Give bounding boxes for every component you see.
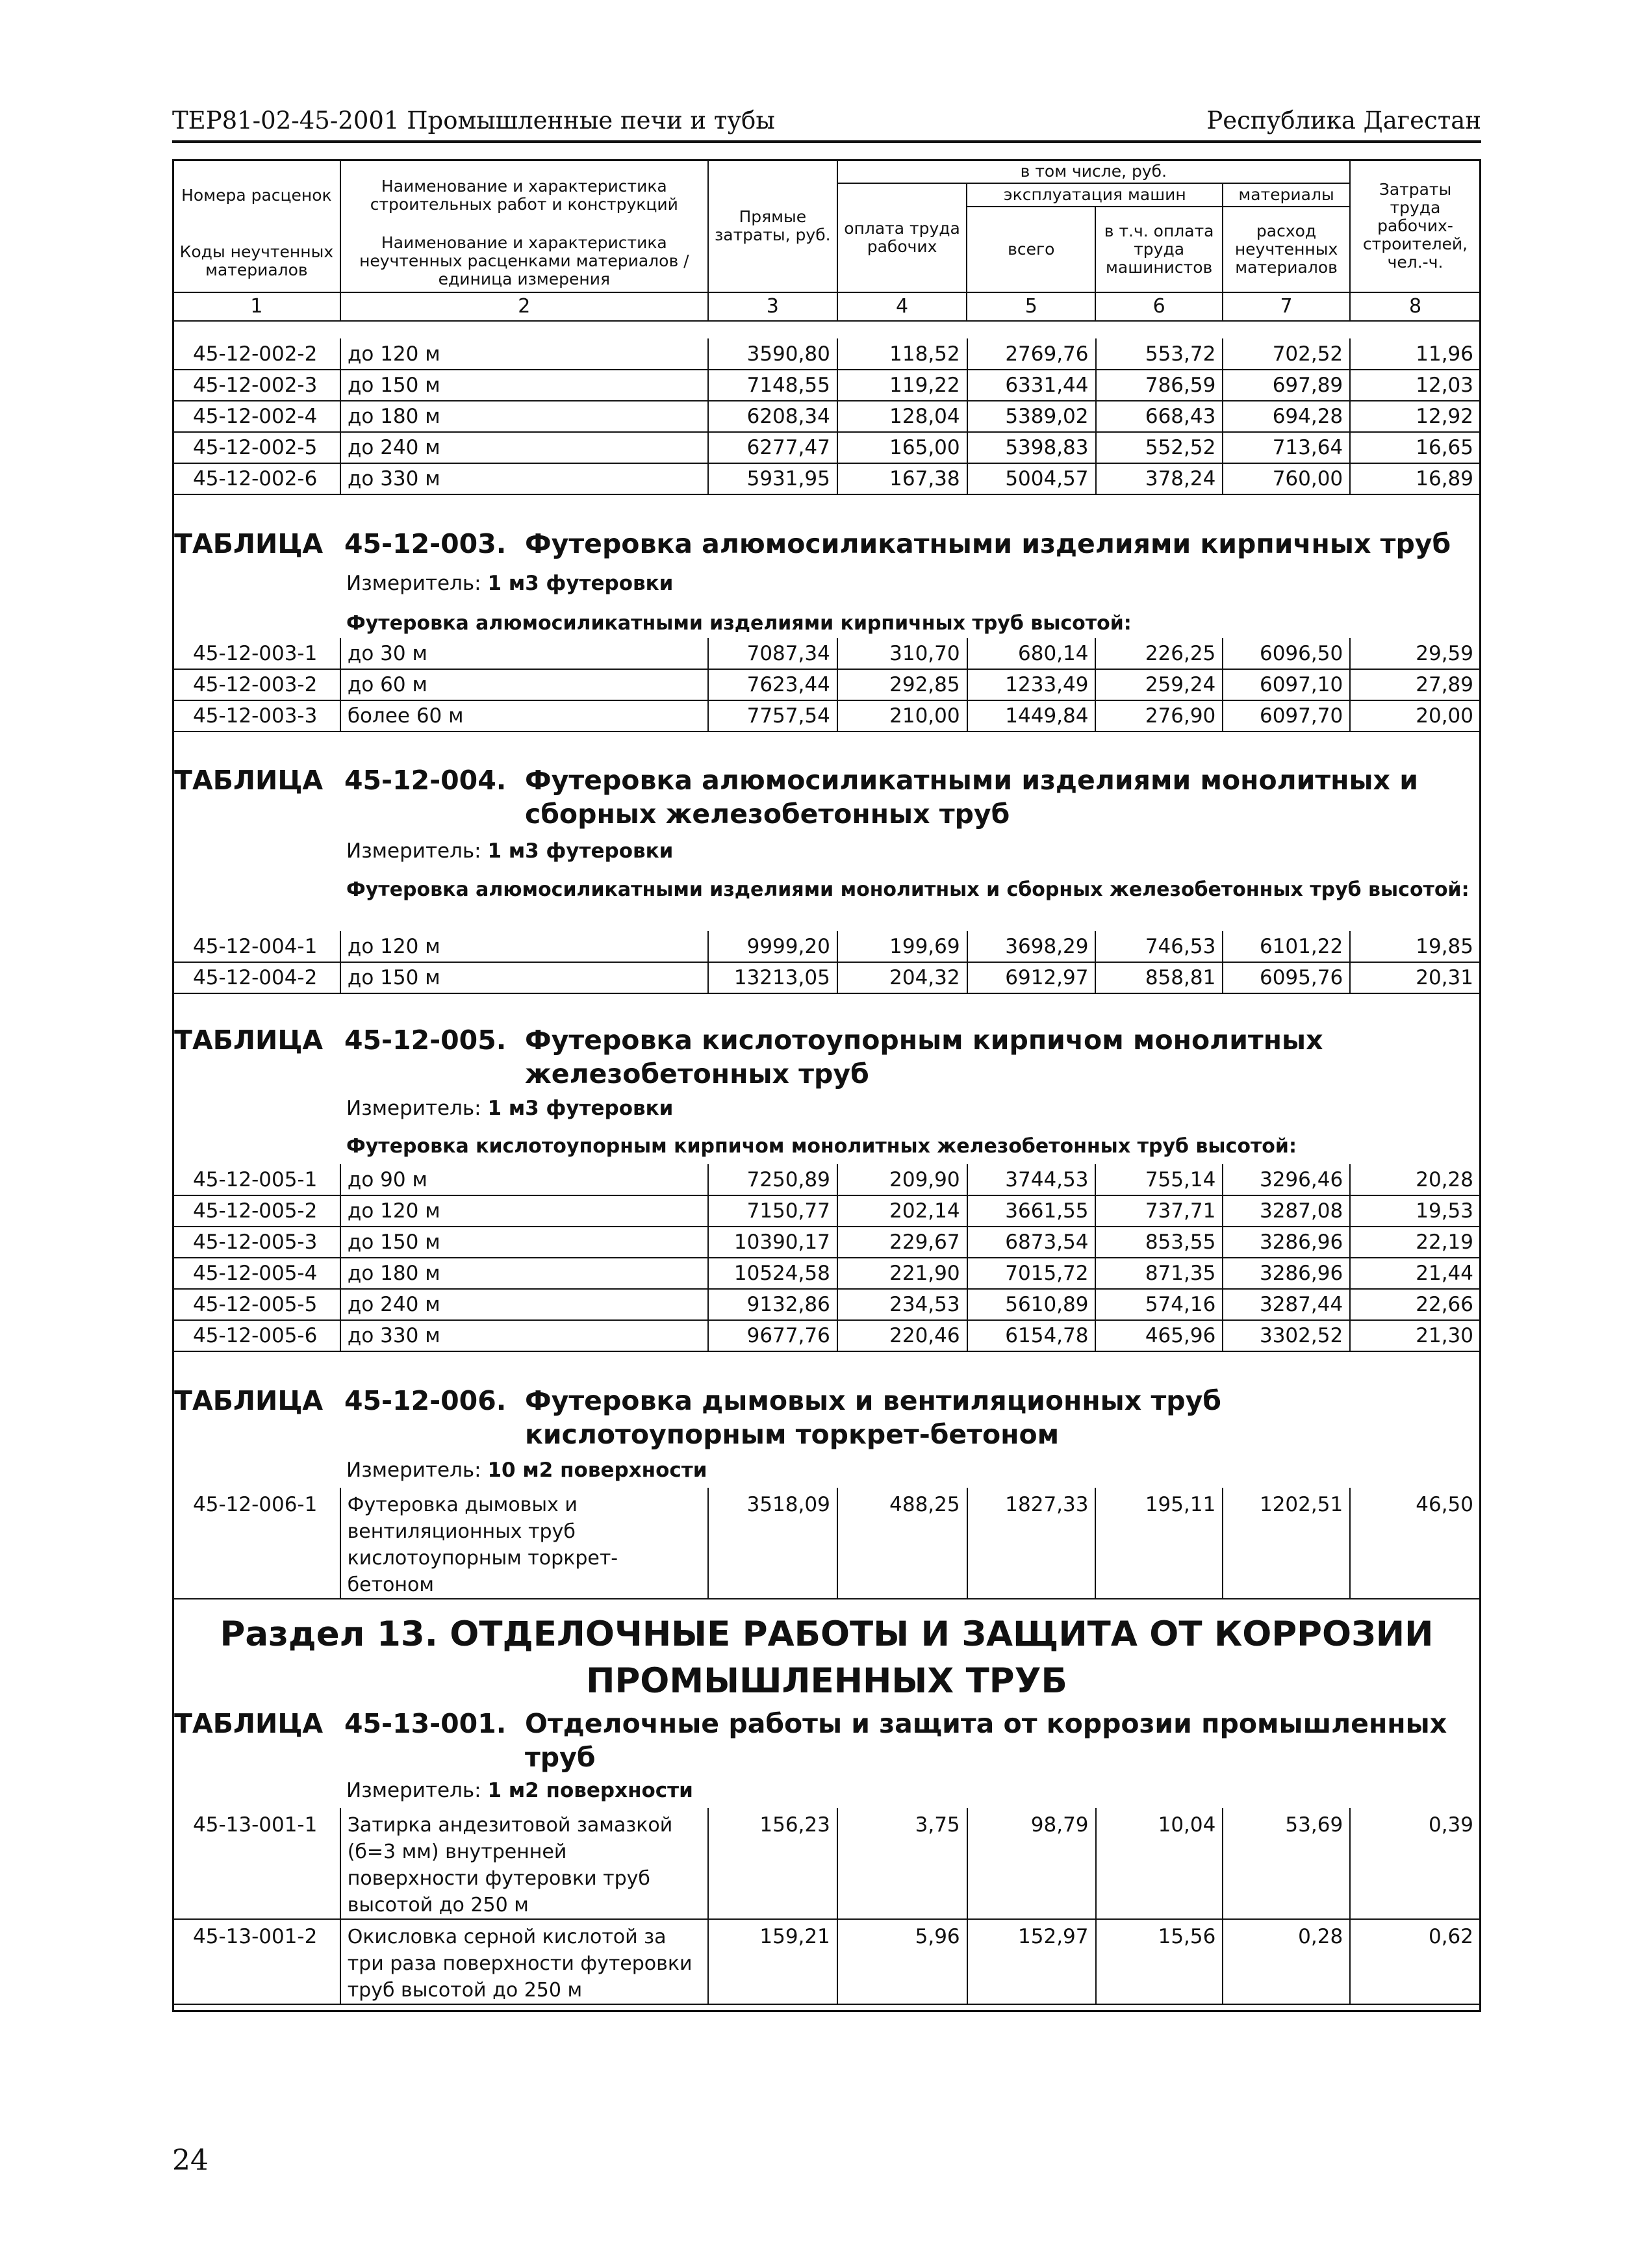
table-row	[173, 401, 1481, 432]
material-usage-cell: 1202,51	[1223, 1488, 1350, 1599]
rate-code-cell: 45-12-005-1	[173, 1164, 340, 1195]
header-col-number: 3	[708, 292, 837, 321]
header-worker-pay: оплата труда рабочих	[837, 183, 967, 292]
machine-total-cell: 152,97	[967, 1919, 1096, 2004]
operator-pay-cell: 10,04	[1096, 1808, 1223, 1919]
material-usage-cell: 3286,96	[1223, 1258, 1350, 1289]
section-heading-line: ПРОМЫШЛЕННЫХ ТРУБ	[586, 1661, 1067, 1701]
rate-code-cell: 45-12-003-3	[173, 700, 340, 732]
table-subtitle: Футеровка кислотоупорным кирпичом монолитных железобетонных труб высотой:	[346, 1135, 1297, 1158]
measurement-label: Измеритель:	[346, 1779, 481, 1802]
direct-costs-cell: 7250,89	[708, 1164, 837, 1195]
material-usage-cell: 3286,96	[1223, 1227, 1350, 1258]
labor-costs-cell: 0,39	[1350, 1808, 1481, 1919]
rates-table-45-12-006	[172, 1488, 1481, 1599]
table-caption: Отделочные работы и защита от коррозии промышленных труб	[525, 1708, 1447, 1773]
worker-pay-cell: 118,52	[837, 338, 967, 370]
direct-costs-cell: 7150,77	[708, 1195, 837, 1227]
rates-table-45-12-004	[172, 931, 1481, 994]
header-materials: материалы	[1223, 183, 1350, 207]
table-row	[173, 1164, 1481, 1195]
direct-costs-cell: 10390,17	[708, 1227, 837, 1258]
work-name-cell: до 120 м	[340, 931, 708, 962]
work-name-cell: более 60 м	[340, 700, 708, 732]
header-col-number: 2	[340, 292, 708, 321]
labor-costs-cell: 19,53	[1350, 1195, 1481, 1227]
machine-total-cell: 3661,55	[967, 1195, 1096, 1227]
table-row	[173, 1488, 1481, 1599]
labor-costs-cell: 16,65	[1350, 432, 1481, 463]
material-usage-cell: 697,89	[1223, 370, 1350, 401]
labor-costs-cell: 22,19	[1350, 1227, 1481, 1258]
header-machine-total: всего	[967, 207, 1095, 292]
work-name-cell: до 240 м	[340, 1289, 708, 1320]
table-row	[173, 1195, 1481, 1227]
rate-code-cell: 45-13-001-1	[173, 1808, 340, 1919]
rates-table-45-12-005	[172, 1164, 1481, 1352]
worker-pay-cell: 234,53	[837, 1289, 967, 1320]
worker-pay-cell: 128,04	[837, 401, 967, 432]
measurement-label: Измеритель:	[346, 1097, 481, 1120]
work-name-cell: Окисловка серной кислотой за три раза поверхности футеровки труб высотой до 250 м	[340, 1919, 708, 2004]
worker-pay-cell: 199,69	[837, 931, 967, 962]
operator-pay-cell: 226,25	[1095, 638, 1223, 669]
measurement-unit	[346, 839, 673, 863]
header-direct-costs: Прямые затраты, руб.	[708, 160, 837, 292]
rate-code-cell: 45-13-001-2	[173, 1919, 340, 2004]
table-row	[173, 638, 1481, 669]
rate-code-cell: 45-12-005-5	[173, 1289, 340, 1320]
labor-costs-cell: 29,59	[1350, 638, 1481, 669]
table-subtitle: Футеровка алюмосиликатными изделиями монолитных и сборных железобетонных труб высотой:	[346, 878, 1469, 901]
table-row	[173, 700, 1481, 732]
table-label: ТАБЛИЦА	[174, 1025, 324, 1056]
header-material-names: Наименование и характеристика неучтенных расценками материалов / единица измерения	[340, 230, 708, 292]
machine-total-cell: 680,14	[967, 638, 1096, 669]
operator-pay-cell: 276,90	[1095, 700, 1223, 732]
measurement-label: Измеритель:	[346, 839, 481, 863]
labor-costs-cell: 12,03	[1350, 370, 1481, 401]
table-row	[173, 669, 1481, 700]
machine-total-cell: 98,79	[967, 1808, 1096, 1919]
header-work-name: Наименование и характеристика строительных работ и конструкций	[340, 160, 708, 230]
rate-code-cell: 45-12-005-6	[173, 1320, 340, 1351]
operator-pay-cell: 574,16	[1095, 1289, 1223, 1320]
operator-pay-cell: 553,72	[1096, 338, 1223, 370]
running-header	[172, 103, 1481, 143]
header-material-codes: Коды неучтенных материалов	[173, 230, 340, 292]
operator-pay-cell: 737,71	[1095, 1195, 1223, 1227]
table-number: 45-13-001.	[344, 1708, 507, 1739]
work-name-cell: до 150 м	[340, 962, 708, 993]
operator-pay-cell: 853,55	[1095, 1227, 1223, 1258]
table-row	[173, 338, 1481, 370]
worker-pay-cell: 167,38	[837, 463, 967, 494]
header-including: в том числе, руб.	[837, 160, 1350, 183]
measurement-unit	[346, 572, 673, 595]
operator-pay-cell: 259,24	[1095, 669, 1223, 700]
rates-table-45-12-002	[172, 338, 1481, 495]
header-col-number: 7	[1223, 292, 1350, 321]
table-label: ТАБЛИЦА	[174, 528, 324, 559]
material-usage-cell: 3302,52	[1223, 1320, 1350, 1351]
labor-costs-cell: 27,89	[1350, 669, 1481, 700]
operator-pay-cell: 871,35	[1095, 1258, 1223, 1289]
work-name-cell: до 120 м	[340, 338, 708, 370]
machine-total-cell: 6331,44	[967, 370, 1096, 401]
worker-pay-cell: 488,25	[837, 1488, 967, 1599]
measurement-label: Измеритель:	[346, 572, 481, 595]
material-usage-cell: 702,52	[1223, 338, 1350, 370]
section-heading	[172, 1611, 1481, 1705]
header-region: Республика Дагестан	[1206, 107, 1481, 134]
page-number: 24	[172, 2144, 209, 2177]
machine-total-cell: 5389,02	[967, 401, 1096, 432]
labor-costs-cell: 22,66	[1350, 1289, 1481, 1320]
direct-costs-cell: 7757,54	[708, 700, 837, 732]
labor-costs-cell: 21,44	[1350, 1258, 1481, 1289]
machine-total-cell: 5610,89	[967, 1289, 1096, 1320]
table-row	[173, 1227, 1481, 1258]
operator-pay-cell: 858,81	[1095, 962, 1223, 993]
rates-table-45-13-001	[172, 1808, 1481, 2005]
worker-pay-cell: 202,14	[837, 1195, 967, 1227]
header-material-usage: расход неучтенных материалов	[1223, 207, 1350, 292]
column-header-table	[172, 159, 1481, 322]
table-number: 45-12-003.	[344, 528, 507, 559]
material-usage-cell: 760,00	[1223, 463, 1350, 494]
table-caption: Футеровка дымовых и вентиляционных труб кислотоупорным торкрет-бетоном	[525, 1385, 1221, 1450]
direct-costs-cell: 9677,76	[708, 1320, 837, 1351]
operator-pay-cell: 378,24	[1096, 463, 1223, 494]
header-col-number: 6	[1095, 292, 1223, 321]
measurement-unit	[346, 1459, 707, 1482]
measurement-unit	[346, 1097, 673, 1120]
rate-code-cell: 45-12-005-3	[173, 1227, 340, 1258]
worker-pay-cell: 5,96	[837, 1919, 967, 2004]
measurement-value: 1 м2 поверхности	[487, 1779, 693, 1802]
work-name-cell: до 30 м	[340, 638, 708, 669]
table-row	[173, 931, 1481, 962]
machine-total-cell: 2769,76	[967, 338, 1096, 370]
table-number: 45-12-004.	[344, 765, 507, 796]
measurement-value: 1 м3 футеровки	[487, 572, 674, 595]
header-operator-pay: в т.ч. оплата труда машинистов	[1095, 207, 1223, 292]
machine-total-cell: 5004,57	[967, 463, 1096, 494]
rate-code-cell: 45-12-006-1	[173, 1488, 340, 1599]
machine-total-cell: 6873,54	[967, 1227, 1096, 1258]
material-usage-cell: 3296,46	[1223, 1164, 1350, 1195]
direct-costs-cell: 6208,34	[708, 401, 837, 432]
labor-costs-cell: 20,28	[1350, 1164, 1481, 1195]
work-name-cell: до 330 м	[340, 1320, 708, 1351]
rate-code-cell: 45-12-004-1	[173, 931, 340, 962]
labor-costs-cell: 20,00	[1350, 700, 1481, 732]
header-col-number: 4	[837, 292, 967, 321]
rate-code-cell: 45-12-002-6	[173, 463, 340, 494]
material-usage-cell: 3287,44	[1223, 1289, 1350, 1320]
machine-total-cell: 3744,53	[967, 1164, 1096, 1195]
table-label: ТАБЛИЦА	[174, 1385, 324, 1416]
table-row	[173, 370, 1481, 401]
table-number: 45-12-005.	[344, 1025, 507, 1056]
rate-code-cell: 45-12-005-4	[173, 1258, 340, 1289]
direct-costs-cell: 9999,20	[708, 931, 837, 962]
work-name-cell: до 180 м	[340, 401, 708, 432]
table-label: ТАБЛИЦА	[174, 765, 324, 796]
worker-pay-cell: 3,75	[837, 1808, 967, 1919]
table-caption: Футеровка алюмосиликатными изделиями кирпичных труб	[525, 528, 1451, 559]
worker-pay-cell: 310,70	[837, 638, 967, 669]
rate-code-cell: 45-12-005-2	[173, 1195, 340, 1227]
material-usage-cell: 53,69	[1223, 1808, 1350, 1919]
labor-costs-cell: 21,30	[1350, 1320, 1481, 1351]
table-row	[173, 432, 1481, 463]
table-row	[173, 1289, 1481, 1320]
table-row	[173, 1919, 1481, 2004]
worker-pay-cell: 165,00	[837, 432, 967, 463]
header-machine-operation: эксплуатация машин	[967, 183, 1223, 207]
rate-code-cell: 45-12-002-2	[173, 338, 340, 370]
operator-pay-cell: 786,59	[1096, 370, 1223, 401]
operator-pay-cell: 195,11	[1095, 1488, 1223, 1599]
direct-costs-cell: 13213,05	[708, 962, 837, 993]
table-row	[173, 1808, 1481, 1919]
operator-pay-cell: 746,53	[1095, 931, 1223, 962]
labor-costs-cell: 20,31	[1350, 962, 1481, 993]
direct-costs-cell: 6277,47	[708, 432, 837, 463]
labor-costs-cell: 46,50	[1350, 1488, 1481, 1599]
header-document-title: ТЕР81-02-45-2001 Промышленные печи и тубы	[172, 107, 775, 134]
table-label: ТАБЛИЦА	[174, 1708, 324, 1739]
operator-pay-cell: 755,14	[1095, 1164, 1223, 1195]
direct-costs-cell: 7623,44	[708, 669, 837, 700]
rate-code-cell: 45-12-004-2	[173, 962, 340, 993]
machine-total-cell: 1827,33	[967, 1488, 1096, 1599]
direct-costs-cell: 9132,86	[708, 1289, 837, 1320]
work-name-cell: до 150 м	[340, 1227, 708, 1258]
rate-code-cell: 45-12-003-2	[173, 669, 340, 700]
rate-code-cell: 45-12-002-4	[173, 401, 340, 432]
direct-costs-cell: 3518,09	[708, 1488, 837, 1599]
header-col-number: 5	[967, 292, 1095, 321]
worker-pay-cell: 229,67	[837, 1227, 967, 1258]
material-usage-cell: 694,28	[1223, 401, 1350, 432]
direct-costs-cell: 7087,34	[708, 638, 837, 669]
labor-costs-cell: 11,96	[1350, 338, 1481, 370]
machine-total-cell: 6912,97	[967, 962, 1096, 993]
table-caption: Футеровка кислотоупорным кирпичом монолитных железобетонных труб	[525, 1025, 1323, 1089]
table-number: 45-12-006.	[344, 1385, 507, 1416]
direct-costs-cell: 159,21	[708, 1919, 837, 2004]
material-usage-cell: 0,28	[1223, 1919, 1350, 2004]
machine-total-cell: 6154,78	[967, 1320, 1096, 1351]
direct-costs-cell: 10524,58	[708, 1258, 837, 1289]
table-row	[173, 1320, 1481, 1351]
measurement-value: 1 м3 футеровки	[487, 1097, 674, 1120]
header-col-number: 1	[173, 292, 340, 321]
material-usage-cell: 6097,10	[1223, 669, 1350, 700]
operator-pay-cell: 465,96	[1095, 1320, 1223, 1351]
worker-pay-cell: 292,85	[837, 669, 967, 700]
rates-table-45-12-003	[172, 638, 1481, 732]
measurement-unit	[346, 1779, 693, 1802]
worker-pay-cell: 209,90	[837, 1164, 967, 1195]
table-row	[173, 1258, 1481, 1289]
header-col-number: 8	[1350, 292, 1481, 321]
work-name-cell: до 180 м	[340, 1258, 708, 1289]
labor-costs-cell: 0,62	[1350, 1919, 1481, 2004]
machine-total-cell: 7015,72	[967, 1258, 1096, 1289]
material-usage-cell: 3287,08	[1223, 1195, 1350, 1227]
work-name-cell: Затирка андезитовой замазкой (б=3 мм) внутренней поверхности футеровки труб высотой до 250 м	[340, 1808, 708, 1919]
labor-costs-cell: 19,85	[1350, 931, 1481, 962]
direct-costs-cell: 3590,80	[708, 338, 837, 370]
work-name-cell: до 60 м	[340, 669, 708, 700]
table-caption: Футеровка алюмосиликатными изделиями монолитных и сборных железобетонных труб	[525, 765, 1419, 830]
work-name-cell: до 120 м	[340, 1195, 708, 1227]
direct-costs-cell: 5931,95	[708, 463, 837, 494]
direct-costs-cell: 156,23	[708, 1808, 837, 1919]
machine-total-cell: 1233,49	[967, 669, 1096, 700]
section-heading-line: Раздел 13. ОТДЕЛОЧНЫЕ РАБОТЫ И ЗАЩИТА ОТ КОРРОЗИИ	[220, 1614, 1434, 1654]
material-usage-cell: 6101,22	[1223, 931, 1350, 962]
worker-pay-cell: 221,90	[837, 1258, 967, 1289]
measurement-label: Измеритель:	[346, 1459, 481, 1482]
work-name-cell: до 90 м	[340, 1164, 708, 1195]
work-name-cell: до 330 м	[340, 463, 708, 494]
measurement-value: 1 м3 футеровки	[487, 839, 674, 863]
direct-costs-cell: 7148,55	[708, 370, 837, 401]
worker-pay-cell: 119,22	[837, 370, 967, 401]
rate-code-cell: 45-12-003-1	[173, 638, 340, 669]
material-usage-cell: 6096,50	[1223, 638, 1350, 669]
labor-costs-cell: 12,92	[1350, 401, 1481, 432]
operator-pay-cell: 668,43	[1096, 401, 1223, 432]
material-usage-cell: 713,64	[1223, 432, 1350, 463]
work-name-cell: Футеровка дымовых и вентиляционных труб кислотоупорным торкрет-бетоном	[340, 1488, 708, 1599]
rate-code-cell: 45-12-002-5	[173, 432, 340, 463]
machine-total-cell: 5398,83	[967, 432, 1096, 463]
labor-costs-cell: 16,89	[1350, 463, 1481, 494]
operator-pay-cell: 15,56	[1096, 1919, 1223, 2004]
header-rate-numbers: Номера расценок	[173, 160, 340, 230]
worker-pay-cell: 204,32	[837, 962, 967, 993]
material-usage-cell: 6095,76	[1223, 962, 1350, 993]
table-subtitle: Футеровка алюмосиликатными изделиями кирпичных труб высотой:	[346, 612, 1132, 635]
rate-code-cell: 45-12-002-3	[173, 370, 340, 401]
machine-total-cell: 3698,29	[967, 931, 1096, 962]
worker-pay-cell: 210,00	[837, 700, 967, 732]
header-labor-costs: Затраты труда рабочих-строителей, чел.-ч.	[1350, 160, 1481, 292]
machine-total-cell: 1449,84	[967, 700, 1096, 732]
operator-pay-cell: 552,52	[1096, 432, 1223, 463]
measurement-value: 10 м2 поверхности	[487, 1459, 707, 1482]
material-usage-cell: 6097,70	[1223, 700, 1350, 732]
table-row	[173, 962, 1481, 993]
table-row	[173, 463, 1481, 494]
work-name-cell: до 240 м	[340, 432, 708, 463]
worker-pay-cell: 220,46	[837, 1320, 967, 1351]
work-name-cell: до 150 м	[340, 370, 708, 401]
